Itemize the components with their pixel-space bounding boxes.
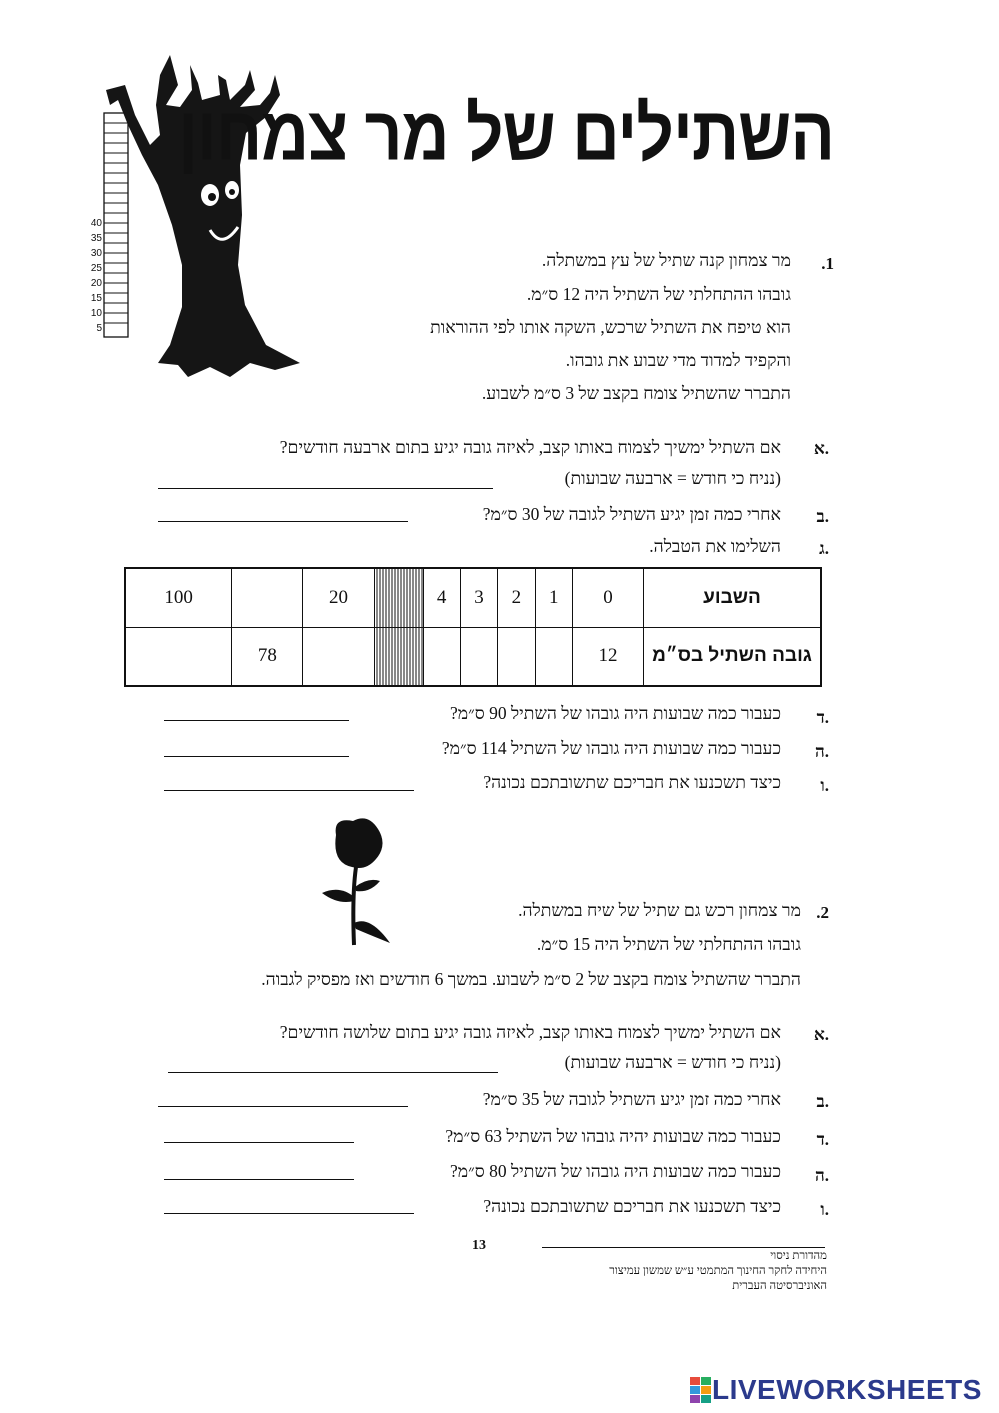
ruler-label: 30: [90, 248, 102, 259]
table-cell: 1: [535, 568, 572, 627]
ruler-label: 40: [90, 218, 102, 229]
liveworksheets-logo-icon: [690, 1377, 712, 1403]
q1-g-text: השלימו את הטבלה.: [649, 536, 781, 556]
question-letter: ה.: [814, 1166, 829, 1185]
answer-input[interactable]: [164, 790, 414, 791]
question-letter: ד.: [816, 708, 829, 727]
q1-v-text: כיצד תשכנעו את חבריכם שתשובתכם נכונה?: [483, 772, 781, 792]
table-cell-input[interactable]: [232, 568, 303, 627]
q2-v-text: כיצד תשכנעו את חבריכם שתשובתכם נכונה?: [483, 1196, 781, 1216]
q1-b-text: אחרי כמה זמן יגיע השתיל לגובה של 30 ס״מ?: [482, 504, 781, 524]
q1-intro-line: והקפיד למדוד מדי שבוע את גובהו.: [565, 350, 791, 370]
question-letter: ב.: [816, 507, 829, 526]
q2-h-text: כעבור כמה שבועות היה גובהו של השתיל 80 ס״מ?: [450, 1161, 781, 1181]
logo-text: LIVEWORKSHEETS: [712, 1374, 982, 1405]
table-cell: 100: [125, 568, 232, 627]
q1-intro-line: הוא טיפח את השתיל שרכש, השקה אותו לפי ההוראות: [430, 317, 791, 337]
q1-a-text: (נניח כי חודש = ארבעה שבועות): [564, 468, 781, 488]
rose-illustration: [318, 815, 398, 950]
answer-input[interactable]: [164, 1213, 414, 1214]
question-number: .2: [816, 903, 829, 922]
q2-intro-line: התברר שהשתיל צומח בקצב של 2 ס״מ לשבוע. במשך 6 חודשים ואז מפסיק לגבוה.: [261, 969, 801, 989]
ruler-label: 10: [90, 308, 102, 319]
table-cell-input[interactable]: [303, 627, 374, 686]
table-cell: 20: [303, 568, 374, 627]
q2-intro-line: מר צמחון רכש גם שתיל של שיח במשתלה.: [518, 900, 801, 920]
table-cell-input[interactable]: [423, 627, 460, 686]
footer-line: האוניברסיטה העברית: [732, 1280, 827, 1292]
growth-table: [124, 567, 822, 687]
table-cell-input[interactable]: [125, 627, 232, 686]
answer-input[interactable]: [168, 1072, 498, 1073]
ruler-label: 15: [90, 293, 102, 304]
table-cell: 0: [572, 568, 643, 627]
answer-input[interactable]: [164, 1179, 354, 1180]
table-cell-input[interactable]: [460, 627, 497, 686]
footer-divider: [542, 1247, 825, 1248]
table-cell: 3: [460, 568, 497, 627]
table-cell: 78: [232, 627, 303, 686]
table-row: [125, 627, 821, 686]
ruler-label: 25: [90, 263, 102, 274]
ruler-label: 20: [90, 278, 102, 289]
table-cell: 4: [423, 568, 460, 627]
q2-b-text: אחרי כמה זמן יגיע השתיל לגובה של 35 ס״מ?: [482, 1089, 781, 1109]
page-title: השתילים של מר צמחון: [178, 90, 834, 176]
question-number: .1: [821, 254, 834, 273]
ruler-label: 5: [96, 323, 102, 334]
table-cell: 12: [572, 627, 643, 686]
answer-input[interactable]: [158, 1106, 408, 1107]
question-letter: ה.: [814, 742, 829, 761]
table-cell-input[interactable]: [498, 627, 535, 686]
q1-intro-line: מר צמחון קנה שתיל של עץ במשתלה.: [541, 250, 791, 270]
q1-a-text: אם השתיל ימשיך לצמוח באותו קצב, לאיזה גובה יגיע בתום ארבעה חודשים?: [279, 437, 781, 457]
table-row-header: גובה השתיל בס״מ: [644, 627, 822, 686]
table-cell-input[interactable]: [535, 627, 572, 686]
question-letter: ג.: [819, 539, 829, 558]
question-letter: ו.: [820, 776, 829, 795]
answer-input[interactable]: [164, 1142, 354, 1143]
q1-intro-line: התברר שהשתיל צומח בקצב של 3 ס״מ לשבוע.: [481, 383, 791, 403]
footer-line: מהדורת ניסוי: [770, 1250, 827, 1262]
q2-d-text: כעבור כמה שבועות יהיה גובהו של השתיל 63 ס״מ?: [445, 1126, 781, 1146]
table-row-header: השבוע: [644, 568, 822, 627]
answer-input[interactable]: [164, 720, 349, 721]
question-letter: א.: [813, 1025, 829, 1044]
answer-input[interactable]: [158, 488, 493, 489]
q1-d-text: כעבור כמה שבועות היה גובהו של השתיל 90 ס״מ?: [450, 703, 781, 723]
question-letter: ד.: [816, 1130, 829, 1149]
q2-a-text: (נניח כי חודש = ארבעה שבועות): [564, 1052, 781, 1072]
page-number: 13: [472, 1238, 486, 1253]
liveworksheets-logo[interactable]: [690, 1375, 982, 1405]
table-row: [125, 568, 821, 627]
table-cell-hatched: [374, 627, 423, 686]
table-cell-hatched: [374, 568, 423, 627]
footer-line: היחידה לחקר החינוך המתמטי ע״ש שמשון עמיצור: [609, 1265, 827, 1277]
answer-input[interactable]: [164, 756, 349, 757]
q2-intro-line: גובהו ההתחלתי של השתיל היה 15 ס״מ.: [536, 934, 801, 954]
q1-intro-line: גובהו ההתחלתי של השתיל היה 12 ס״מ.: [526, 284, 791, 304]
q2-a-text: אם השתיל ימשיך לצמוח באותו קצב, לאיזה גובה יגיע בתום שלושה חודשים?: [279, 1022, 781, 1042]
q1-h-text: כעבור כמה שבועות היה גובהו של השתיל 114 ס״מ?: [441, 738, 781, 758]
answer-input[interactable]: [158, 521, 408, 522]
table-cell: 2: [498, 568, 535, 627]
ruler-label: 35: [90, 233, 102, 244]
question-letter: א.: [813, 439, 829, 458]
question-letter: ו.: [820, 1200, 829, 1219]
question-letter: ב.: [816, 1092, 829, 1111]
